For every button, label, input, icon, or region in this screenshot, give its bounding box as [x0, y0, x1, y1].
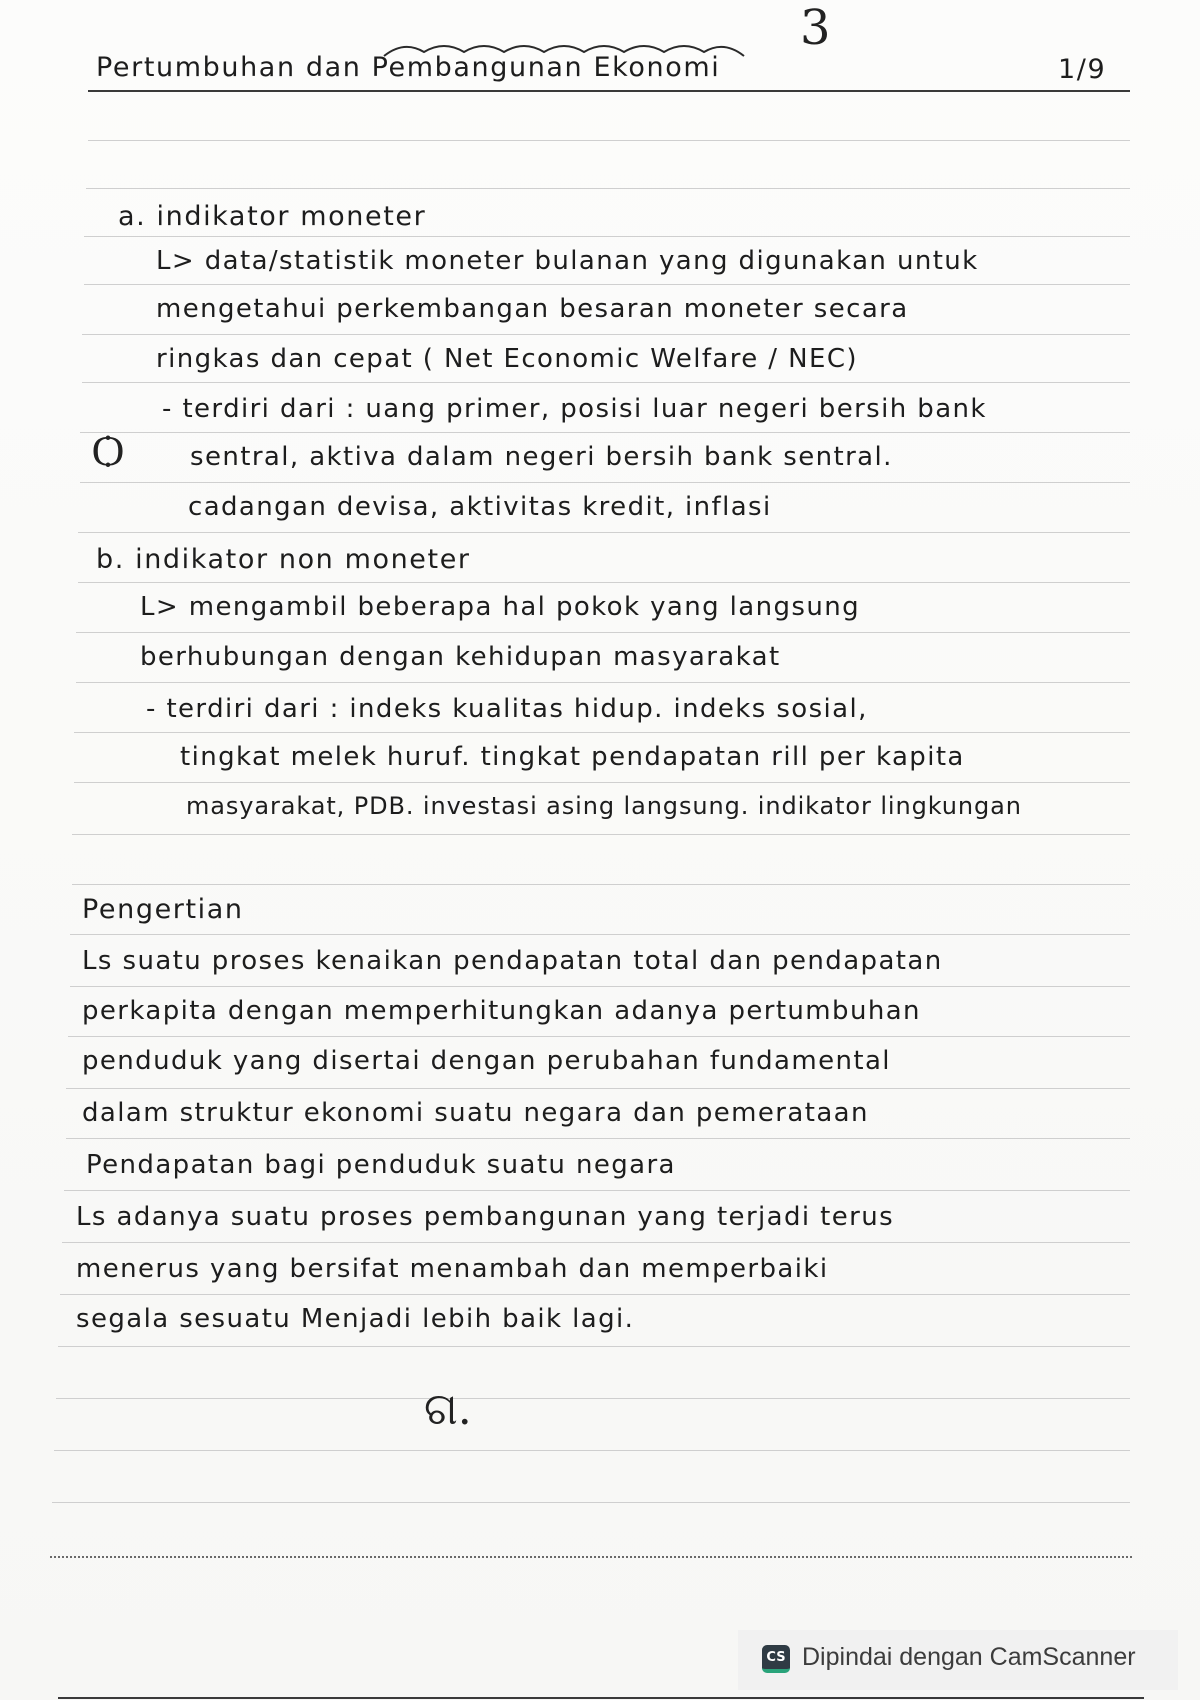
pengertian-line: Ls adanya suatu proses pembangunan yang terjadi terus	[76, 1202, 895, 1232]
pengertian-line: dalam struktur ekonomi suatu negara dan pemerataan	[82, 1098, 869, 1128]
ruled-line	[78, 582, 1130, 583]
section-a-line: L> data/statistik moneter bulanan yang digunakan untuk	[156, 246, 979, 276]
section-a-line: ringkas dan cepat ( Net Economic Welfare / NEC)	[156, 344, 858, 374]
section-a-line: - terdiri dari : uang primer, posisi luar negeri bersih bank	[162, 394, 987, 424]
ruled-line	[80, 482, 1130, 483]
ruled-line	[56, 1398, 1130, 1399]
ruled-line	[70, 934, 1130, 935]
ruled-line	[54, 1450, 1130, 1451]
ruled-line	[82, 382, 1130, 383]
section-a-heading: a. indikator moneter	[118, 201, 427, 232]
section-b-line: berhubungan dengan kehidupan masyarakat	[140, 642, 781, 672]
pengertian-line: Pendapatan bagi penduduk suatu negara	[86, 1150, 676, 1180]
section-a-line: sentral, aktiva dalam negeri bersih bank sentral.	[190, 442, 893, 472]
pengertian-heading: Pengertian	[82, 894, 244, 925]
section-b-line: masyarakat, PDB. investasi asing langsung. indikator lingkungan	[186, 792, 1022, 820]
ruled-line	[84, 284, 1130, 285]
pengertian-line: perkapita dengan memperhitungkan adanya pertumbuhan	[82, 996, 921, 1026]
section-b-line: tingkat melek huruf. tingkat pendapatan rill per kapita	[180, 742, 965, 772]
page-title: Pertumbuhan dan Pembangunan Ekonomi	[96, 52, 721, 83]
section-b-line: L> mengambil beberapa hal pokok yang langsung	[140, 592, 861, 622]
header-rule	[88, 90, 1130, 92]
end-mark: ଗ.	[424, 1384, 472, 1435]
ruled-line	[78, 532, 1130, 533]
ruled-line	[72, 834, 1130, 835]
ruled-line	[74, 732, 1130, 733]
ruled-line	[62, 1242, 1130, 1243]
ruled-line	[84, 236, 1130, 237]
section-a-line: mengetahui perkembangan besaran moneter secara	[156, 294, 909, 324]
ruled-line	[66, 1138, 1130, 1139]
page-number: 1/9	[1058, 54, 1107, 85]
ruled-line	[70, 986, 1130, 987]
pengertian-line: Ls suatu proses kenaikan pendapatan total dan pendapatan	[82, 946, 943, 976]
section-b-heading: b. indikator non moneter	[96, 544, 471, 575]
pengertian-line: penduduk yang disertai dengan perubahan fundamental	[82, 1046, 891, 1076]
bottom-dotted-rule	[50, 1556, 1132, 1558]
page-bottom-edge	[58, 1697, 1144, 1699]
ruled-line	[82, 334, 1130, 335]
ruled-line	[76, 632, 1130, 633]
pengertian-line: menerus yang bersifat menambah dan memperbaiki	[76, 1254, 829, 1284]
ruled-line	[88, 140, 1130, 141]
ruled-line	[72, 884, 1130, 885]
ruled-line	[52, 1502, 1130, 1503]
section-a-line: cadangan devisa, aktivitas kredit, inflasi	[188, 492, 772, 522]
ruled-line	[76, 682, 1130, 683]
ruled-line	[60, 1294, 1130, 1295]
ruled-line	[86, 188, 1130, 189]
ruled-line	[58, 1346, 1130, 1347]
ruled-line	[80, 432, 1130, 433]
ruled-line	[68, 1036, 1130, 1037]
camscanner-logo-icon: CS	[762, 1645, 790, 1673]
ruled-line	[66, 1088, 1130, 1089]
pengertian-line: segala sesuatu Menjadi lebih baik lagi.	[76, 1304, 635, 1334]
section-b-line: - terdiri dari : indeks kualitas hidup. indeks sosial,	[146, 694, 868, 724]
ruled-line	[64, 1190, 1130, 1191]
margin-mark: Ѻ	[92, 426, 125, 475]
page-mark: 3	[800, 0, 831, 56]
ruled-line	[74, 782, 1130, 783]
camscanner-label: Dipindai dengan CamScanner	[802, 1643, 1136, 1671]
